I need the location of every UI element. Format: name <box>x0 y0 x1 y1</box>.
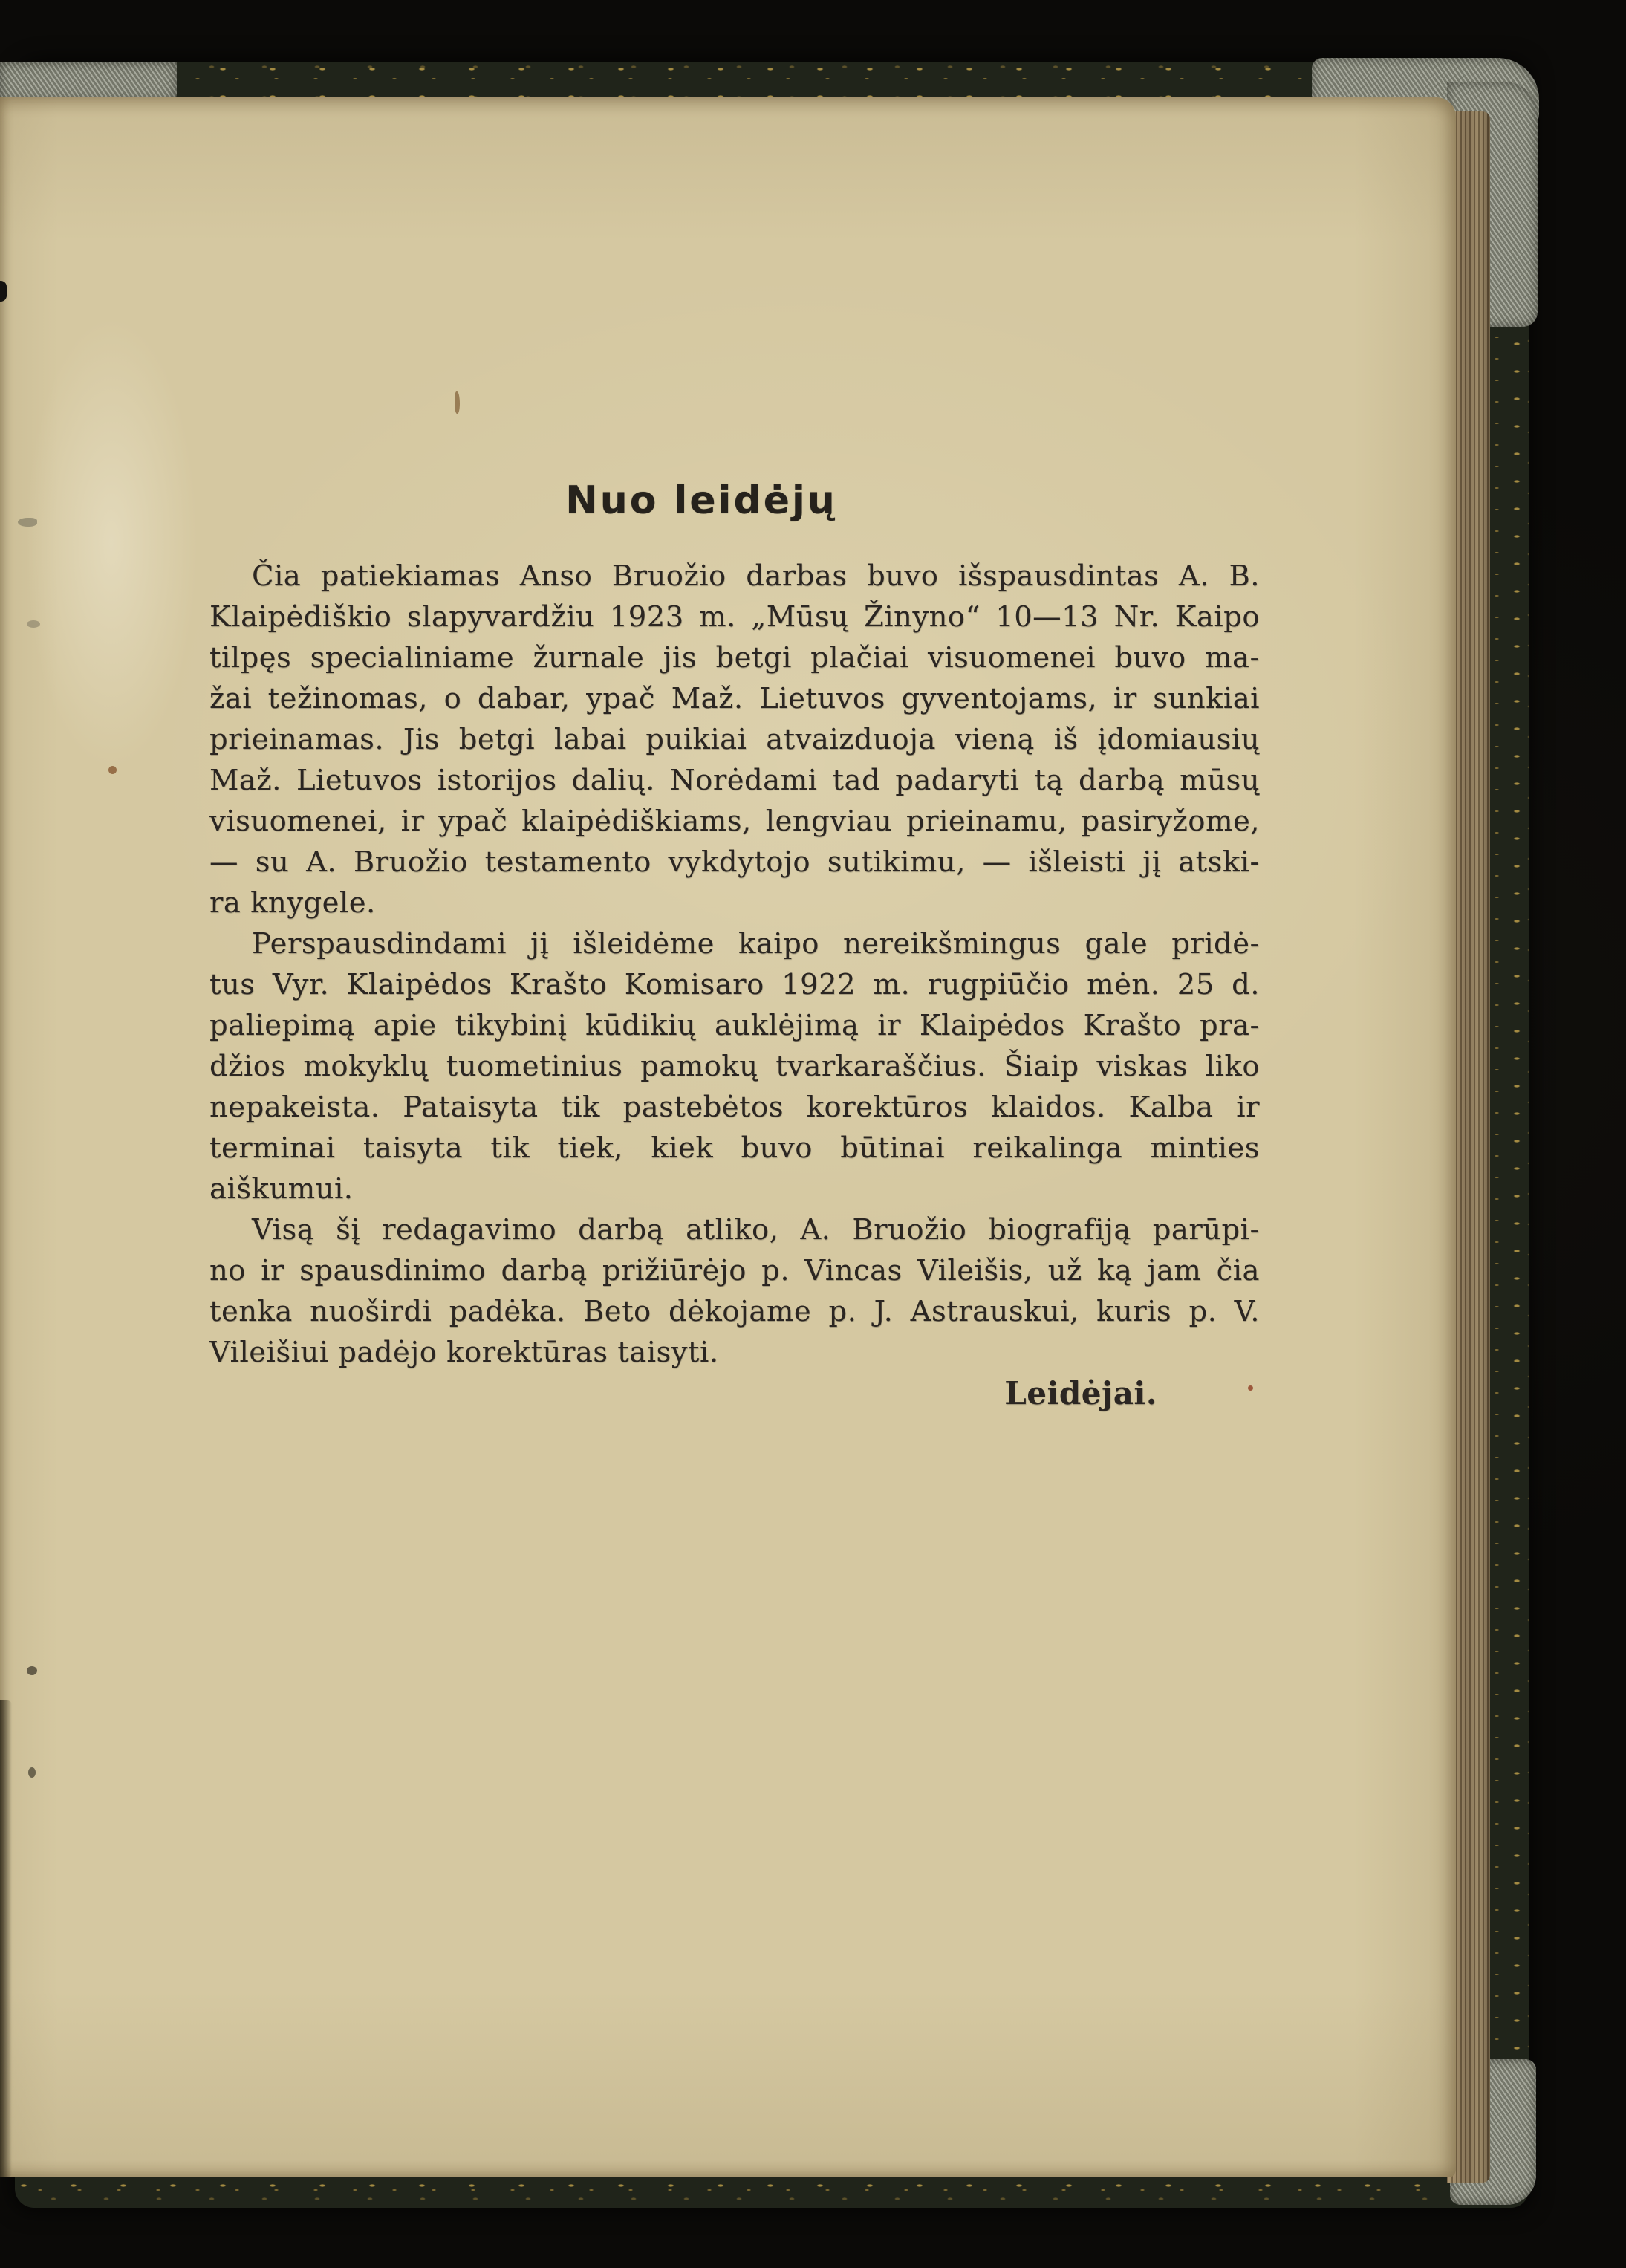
text-line: prieinamas. Jis betgi labai puikiai atvaizduoja vieną iš įdomiausių <box>209 723 1260 756</box>
text-line: Čia patiekiamas Anso Bruožio darbas buvo išspausdintas A. B. <box>252 559 1260 593</box>
text-line: visuomenei, ir ypač klaipėdiškiams, lengviau prieinamu, pasiryžome, <box>209 805 1260 838</box>
text-line: Vileišiui padėjo korektūras taisyti. <box>209 1336 719 1369</box>
text-line: tilpęs specialiniame žurnale jis betgi plačiai visuomenei buvo ma- <box>209 641 1260 675</box>
page-title: Nuo leidėjų <box>565 478 837 523</box>
paper-stain <box>108 766 117 774</box>
body-text <box>209 556 1260 1414</box>
paper-stain <box>27 620 40 628</box>
cover-corner-fabric-top-left <box>0 62 177 101</box>
text-line: Visą šį redagavimo darbą atliko, A. Bruožio biografiją parūpi- <box>252 1213 1260 1247</box>
paper-stain <box>455 391 460 414</box>
text-line: Klaipėdiškio slapyvardžiu 1923 m. „Mūsų Žinyno“ 10—13 Nr. Kaipo <box>209 600 1260 634</box>
signature: Leidėjai. <box>1004 1375 1157 1411</box>
text-line: Maž. Lietuvos istorijos dalių. Norėdami tad padaryti tą darbą mūsų <box>209 764 1260 797</box>
text-line: tenka nuoširdi padėka. Beto dėkojame p. J. Astrauskui, kuris p. V. <box>209 1295 1260 1328</box>
paper-stain <box>27 1666 37 1675</box>
text-line: no ir spausdinimo darbą prižiūrėjo p. Vincas Vileišis, už ką jam čia <box>209 1254 1260 1287</box>
text-line: tus Vyr. Klaipėdos Krašto Komisaro 1922 m. rugpiūčio mėn. 25 d. <box>209 968 1260 1001</box>
text-line: aiškumui. <box>209 1172 354 1206</box>
book-page <box>0 97 1456 2177</box>
page-gutter-shadow <box>0 1700 12 2177</box>
printed-text-block <box>209 480 1260 1414</box>
paper-stain <box>18 518 37 527</box>
text-line: žai težinomas, o dabar, ypač Maž. Lietuvos gyventojams, ir sunkiai <box>209 682 1260 715</box>
text-line: terminai taisyta tik tiek, kiek buvo būtinai reikalinga minties <box>209 1131 1260 1165</box>
paper-stain <box>28 1767 36 1778</box>
text-line: džios mokyklų tuometinius pamokų tvarkaraščius. Šiaip viskas liko <box>209 1050 1260 1083</box>
text-line: — su A. Bruožio testamento vykdytojo sutikimu, — išleisti jį atski- <box>209 845 1260 879</box>
text-line: Perspausdindami jį išleidėme kaipo nereikšmingus gale pridė- <box>252 927 1260 961</box>
page-edge-notch <box>0 281 7 302</box>
text-line: paliepimą apie tikybinį kūdikių auklėjimą ir Klaipėdos Krašto pra- <box>209 1009 1260 1042</box>
text-line: ra knygele. <box>209 886 376 920</box>
text-line: nepakeista. Pataisyta tik pastebėtos korektūros klaidos. Kalba ir <box>209 1091 1260 1124</box>
